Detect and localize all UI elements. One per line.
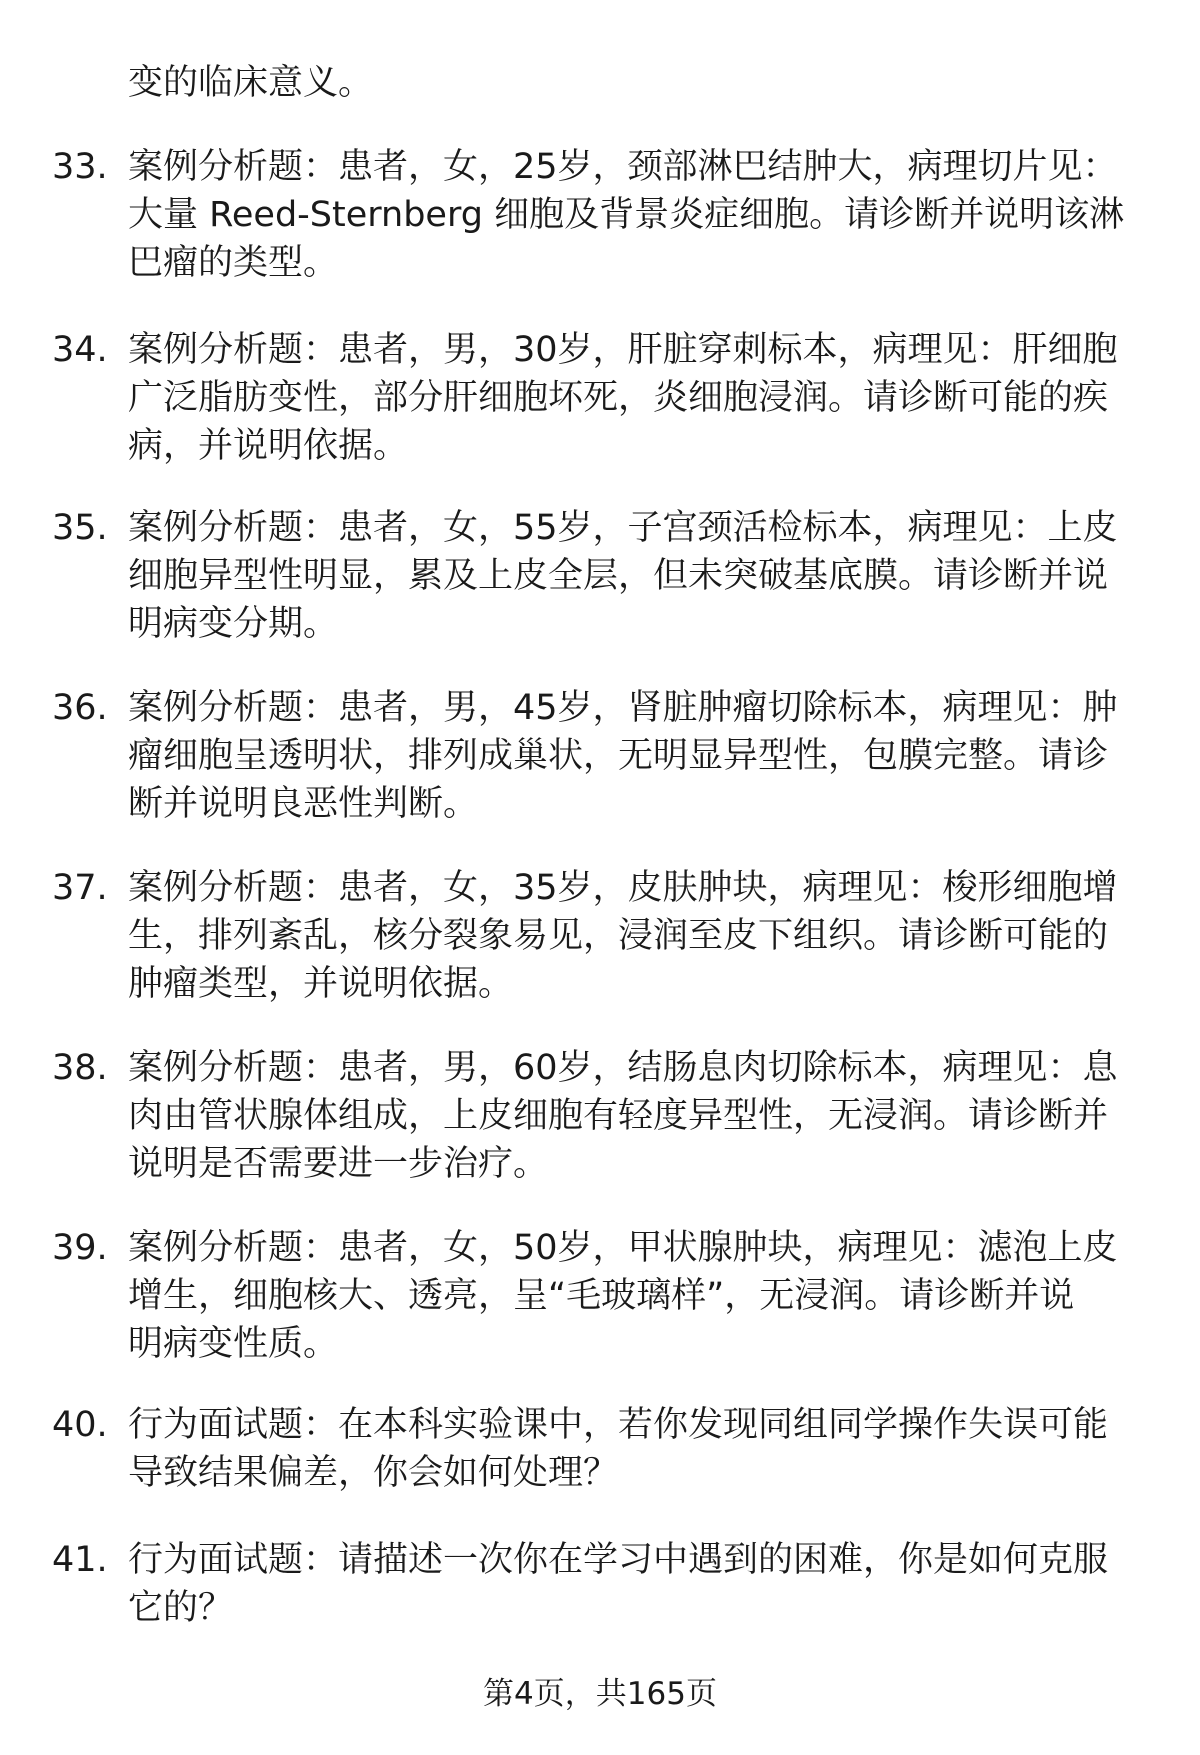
continuation-text: 变的临床意义。 (128, 63, 374, 103)
question-text-line: 行为面试题：请描述一次你在学习中遇到的困难，你是如何克服 (128, 1540, 1109, 1580)
question-text-line: 案例分析题：患者，女，55岁，子宫颈活检标本，病理见：上皮 (128, 508, 1118, 548)
question-text-line: 肉由管状腺体组成，上皮细胞有轻度异型性，无浸润。请诊断并 (128, 1096, 1109, 1136)
question-number: 37. (52, 868, 108, 908)
question-text-line: 肿瘤类型，并说明依据。 (128, 964, 514, 1004)
question-text-line: 病，并说明依据。 (128, 426, 409, 466)
question-number: 38. (52, 1048, 108, 1088)
question-number: 40. (52, 1405, 108, 1445)
question-text-line: 断并说明良恶性判断。 (128, 784, 479, 824)
question-text-line: 瘤细胞呈透明状，排列成巢状，无明显异型性，包膜完整。请诊 (128, 736, 1109, 776)
question-text-line: 说明是否需要进一步治疗。 (128, 1144, 549, 1184)
question-number: 34. (52, 330, 108, 370)
question-text-line: 广泛脂肪变性，部分肝细胞坏死，炎细胞浸润。请诊断可能的疾 (128, 378, 1109, 418)
question-text-line: 生，排列紊乱，核分裂象易见，浸润至皮下组织。请诊断可能的 (128, 916, 1109, 956)
question-text-line: 案例分析题：患者，男，60岁，结肠息肉切除标本，病理见：息 (128, 1048, 1118, 1088)
question-text-line: 案例分析题：患者，女，35岁，皮肤肿块，病理见：梭形细胞增 (128, 868, 1118, 908)
question-number: 33. (52, 147, 108, 187)
question-text-line: 明病变分期。 (128, 604, 339, 644)
question-text-line: 增生，细胞核大、透亮，呈“毛玻璃样”，无浸润。请诊断并说 (128, 1276, 1075, 1316)
question-text-line: 巴瘤的类型。 (128, 243, 339, 283)
question-number: 39. (52, 1228, 108, 1268)
question-text-line: 明病变性质。 (128, 1324, 339, 1364)
question-text-line: 案例分析题：患者，女，50岁，甲状腺肿块，病理见：滤泡上皮 (128, 1228, 1118, 1268)
question-text-line: 案例分析题：患者，女，25岁，颈部淋巴结肿大，病理切片见： (128, 147, 1118, 187)
question-text-line: 案例分析题：患者，男，45岁，肾脏肿瘤切除标本，病理见：肿 (128, 688, 1118, 728)
question-number: 35. (52, 508, 108, 548)
question-text-line: 大量 Reed-Sternberg 细胞及背景炎症细胞。请诊断并说明该淋 (128, 195, 1125, 235)
question-number: 36. (52, 688, 108, 728)
question-text-line: 导致结果偏差，你会如何处理？ (128, 1453, 619, 1493)
question-text-line: 它的？ (128, 1588, 234, 1628)
question-text-line: 细胞异型性明显，累及上皮全层，但未突破基底膜。请诊断并说 (128, 556, 1109, 596)
question-text-line: 行为面试题：在本科实验课中，若你发现同组同学操作失误可能 (128, 1405, 1109, 1445)
question-text-line: 案例分析题：患者，男，30岁，肝脏穿刺标本，病理见：肝细胞 (128, 330, 1118, 370)
question-number: 41. (52, 1540, 108, 1580)
page-number: 第4页，共165页 (483, 1676, 717, 1712)
